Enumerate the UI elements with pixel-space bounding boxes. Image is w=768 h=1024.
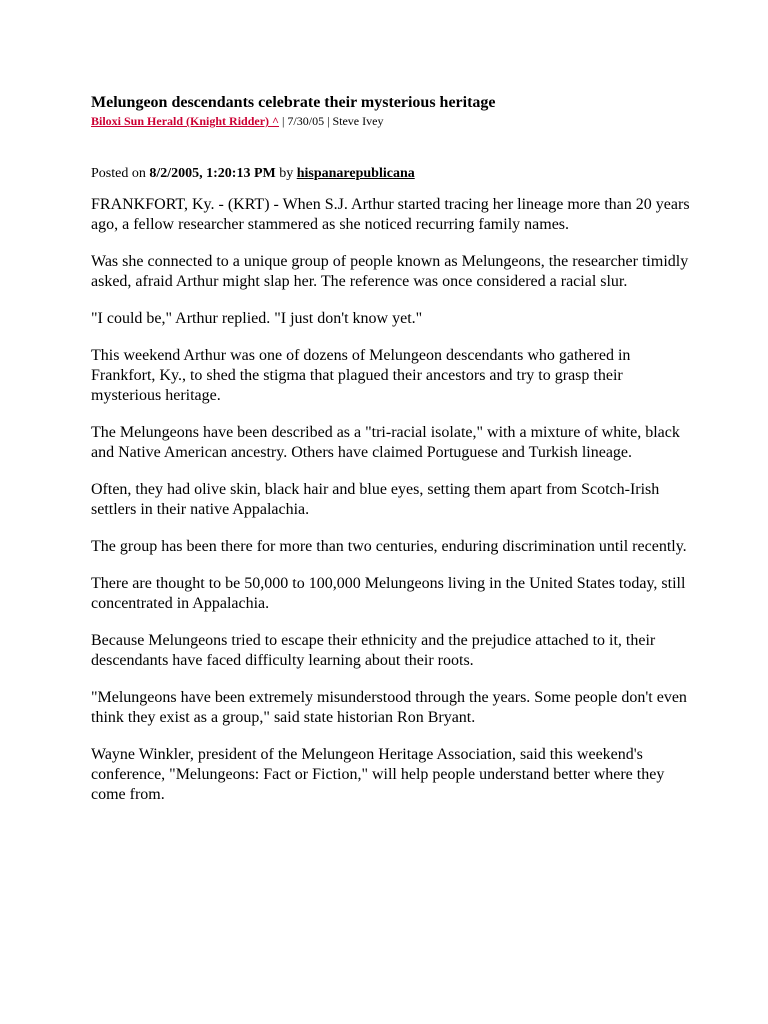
article-paragraph: "Melungeons have been extremely misunderstood through the years. Some people don't even think they exist as a group," said state historian Ron Bryant. <box>91 689 687 726</box>
posted-datetime: 8/2/2005, 1:20:13 PM <box>149 166 276 181</box>
article-paragraph: There are thought to be 50,000 to 100,000 Melungeons living in the United States today, still concentrated in Appalachia. <box>91 575 686 612</box>
article-paragraph: Wayne Winkler, president of the Melungeon Heritage Association, said this weekend's conference, "Melungeons: Fact or Fiction," will help people understand better where they come from. <box>91 746 665 803</box>
article-paragraph: Often, they had olive skin, black hair and blue eyes, setting them apart from Scotch-Irish settlers in their native Appalachia. <box>91 481 660 518</box>
article-paragraph: Because Melungeons tried to escape their ethnicity and the prejudice attached to it, their descendants have faced difficulty learning about their roots. <box>91 632 656 669</box>
article-paragraph: The Melungeons have been described as a "tri-racial isolate," with a mixture of white, black and Native American ancestry. Others have claimed Portuguese and Turkish lineage. <box>91 424 680 461</box>
source-link[interactable]: Biloxi Sun Herald (Knight Ridder) ^ <box>91 114 279 128</box>
posted-line <box>91 165 691 183</box>
article-byline <box>91 114 691 128</box>
posted-by: by <box>275 166 297 181</box>
article-body <box>91 195 691 805</box>
article-paragraph: Was she connected to a unique group of people known as Melungeons, the researcher timidly asked, afraid Arthur might slap her. The reference was once considered a racial slur. <box>91 253 689 290</box>
posted-author-link[interactable]: hispanarepublicana <box>296 166 415 181</box>
article-paragraph: This weekend Arthur was one of dozens of Melungeon descendants who gathered in Frankfort, Ky., to shed the stigma that plagued their ancestors and try to grasp their mysterious heritage. <box>91 347 631 404</box>
article-paragraph: The group has been there for more than two centuries, enduring discrimination until recently. <box>91 538 687 555</box>
article-paragraph: "I could be," Arthur replied. "I just don't know yet." <box>91 310 423 327</box>
article-paragraph: FRANKFORT, Ky. - (KRT) - When S.J. Arthur started tracing her lineage more than 20 years ago, a fellow researcher stammered as she noticed recurring family names. <box>91 196 690 233</box>
article-page <box>91 93 691 822</box>
posted-prefix: Posted on <box>91 166 150 181</box>
byline-date-author: | 7/30/05 | Steve Ivey <box>279 114 384 128</box>
article-headline: Melungeon descendants celebrate their mysterious heritage <box>91 94 496 111</box>
